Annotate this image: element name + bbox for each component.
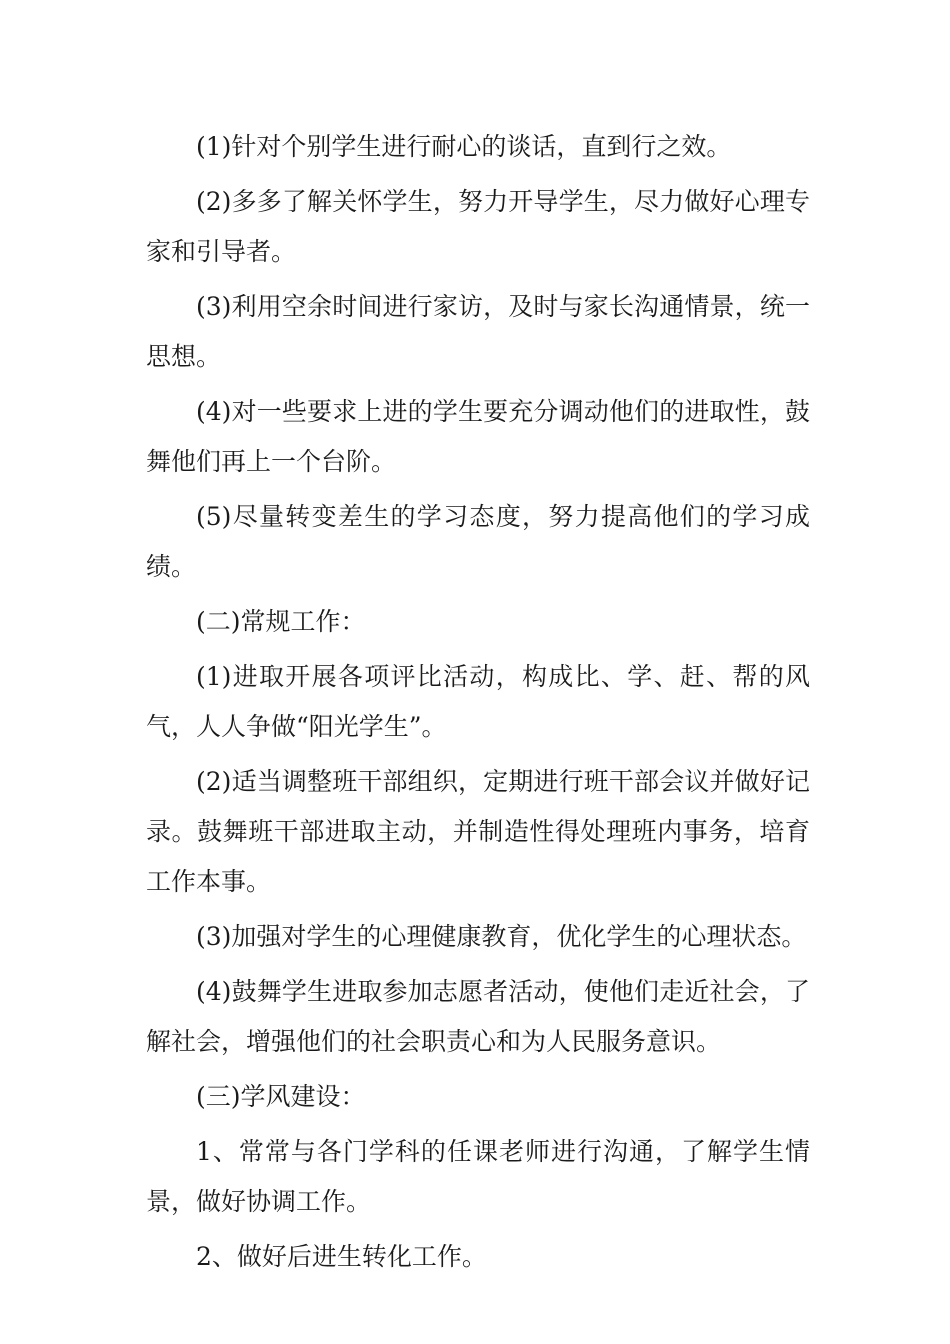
section-heading-routine-work: (二)常规工作： — [196, 607, 366, 636]
paragraph-1: (1)针对个别学生进行耐心的谈话，直到行之效。 — [196, 132, 732, 161]
section-heading-study-style: (三)学风建设： — [196, 1082, 366, 1111]
paragraph-5: (5)尽量转变差生的学习态度，努力提高他们的学习成绩。 — [146, 502, 810, 581]
paragraph-4: (4)对一些要求上进的学生要充分调动他们的进取性，鼓舞他们再上一个台阶。 — [146, 397, 810, 476]
paragraph-6: (1)进取开展各项评比活动，构成比、学、赶、帮的风气，人人争做“阳光学生”。 — [146, 662, 810, 741]
paragraph-7: (2)适当调整班干部组织，定期进行班干部会议并做好记录。鼓舞班干部进取主动，并制造性得处理班内事务，培育工作本事。 — [146, 767, 810, 896]
paragraph-9: (4)鼓舞学生进取参加志愿者活动，使他们走近社会，了解社会，增强他们的社会职责心和为人民服务意识。 — [146, 977, 810, 1056]
paragraph-2: (2)多多了解关怀学生，努力开导学生，尽力做好心理专家和引导者。 — [146, 187, 810, 266]
paragraph-8: (3)加强对学生的心理健康教育，优化学生的心理状态。 — [196, 922, 807, 951]
paragraph-10: 1、常常与各门学科的任课老师进行沟通，了解学生情景，做好协调工作。 — [146, 1137, 810, 1216]
paragraph-11: 2、做好后进生转化工作。 — [196, 1242, 487, 1271]
paragraph-3: (3)利用空余时间进行家访，及时与家长沟通情景，统一思想。 — [146, 292, 810, 371]
document-body — [146, 122, 810, 1287]
